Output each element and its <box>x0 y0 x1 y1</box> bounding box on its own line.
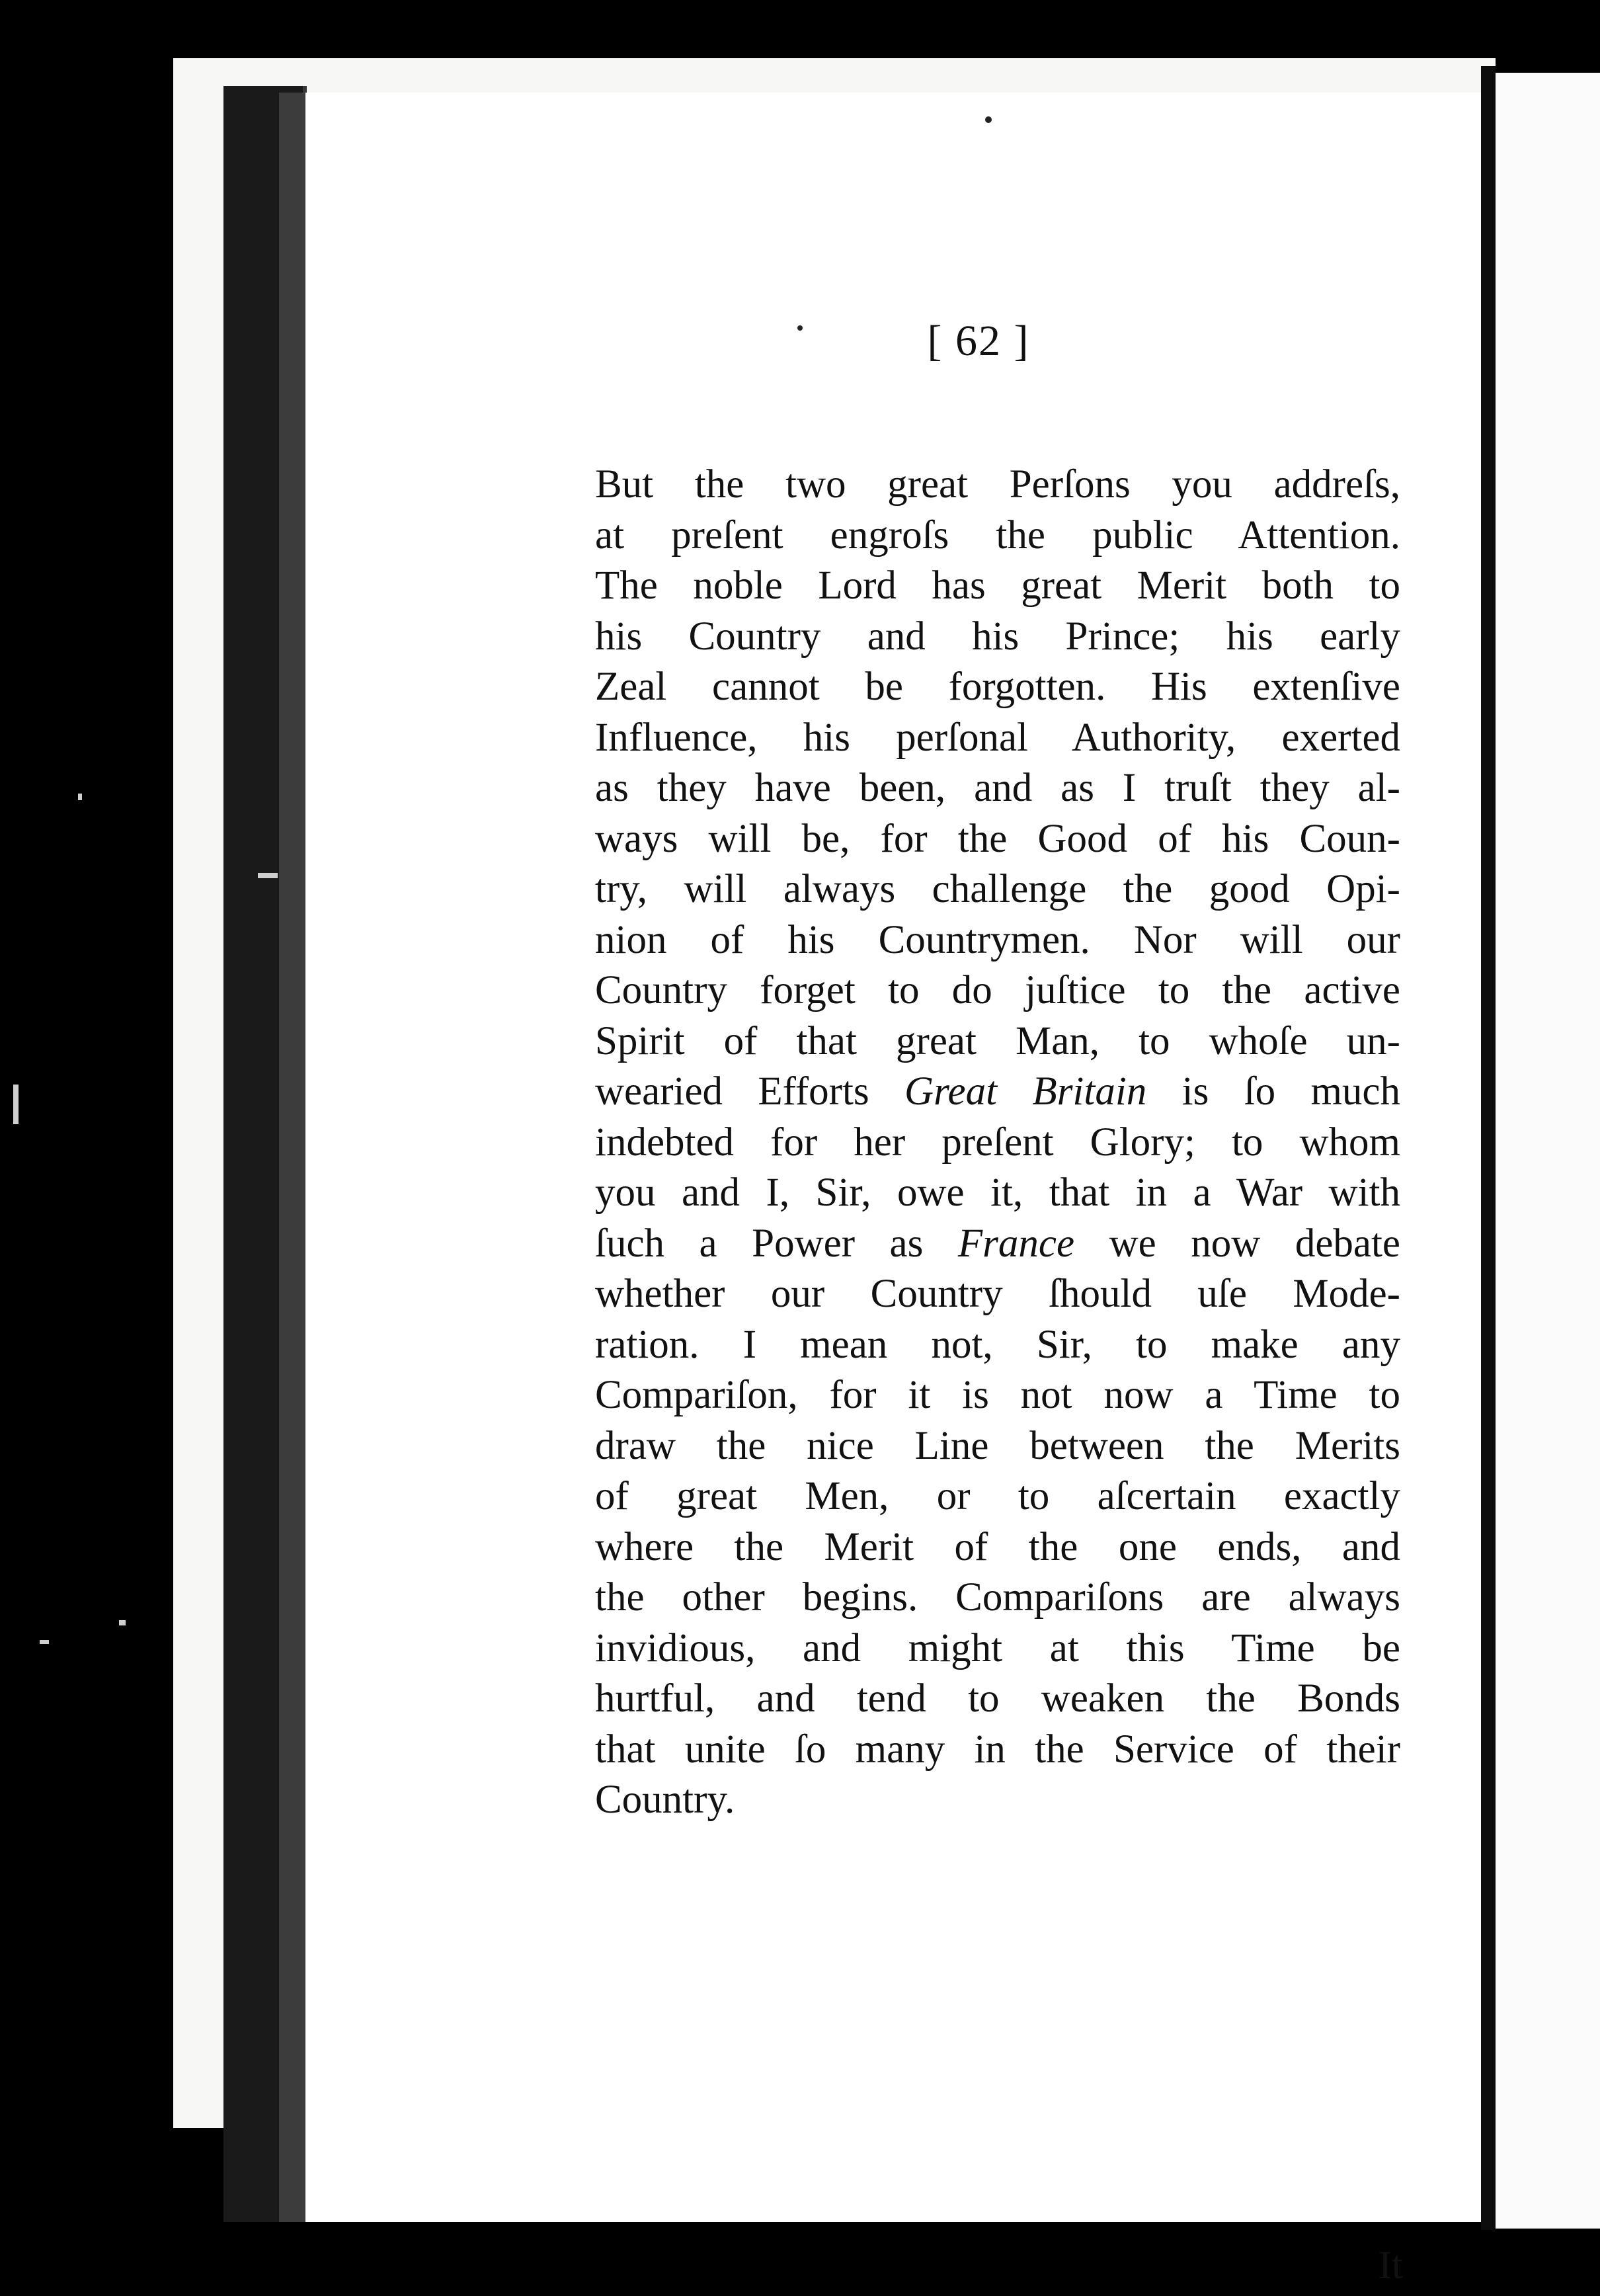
text-line: nion of his Countrymen. Nor will our <box>595 917 1400 962</box>
text-line: where the Merit of the one ends, and <box>595 1524 1400 1569</box>
speck <box>258 873 278 878</box>
text-line: The noble Lord has great Merit both to <box>595 563 1400 608</box>
text-line: Influence, his perſonal Authority, exerted <box>595 715 1400 760</box>
right-gutter <box>1481 66 1496 2230</box>
text-line: ways will be, for the Good of his Coun- <box>595 816 1400 861</box>
text-line: invidious, and might at this Time be <box>595 1625 1400 1670</box>
text-line: Country. <box>595 1778 735 1822</box>
text-line: Spirit of that great Man, to whoſe un- <box>595 1018 1400 1063</box>
margin-dot <box>797 325 803 331</box>
speck <box>13 1085 19 1124</box>
text-line: at preſent engroſs the public Attention. <box>595 512 1400 557</box>
margin-dot <box>985 116 992 123</box>
facing-page-edge <box>1496 73 1600 2229</box>
text-line: Zeal cannot be forgotten. His extenſive <box>595 665 1400 709</box>
spine-shadow <box>279 93 305 2222</box>
text-line: But the two great Perſons you addreſs, <box>595 462 1400 507</box>
catchword: It <box>1379 2243 1403 2287</box>
text-line: try, will always challenge the good Opi- <box>595 867 1400 911</box>
text-line: wearied Efforts Great Britain is ſo much <box>595 1069 1400 1114</box>
text-line: you and I, Sir, owe it, that in a War with <box>595 1170 1400 1215</box>
page-number: [ 62 ] <box>927 317 1030 365</box>
text-line: as they have been, and as I truſt they al- <box>595 766 1400 810</box>
speck <box>78 794 82 800</box>
text-line: that unite ſo many in the Service of their <box>595 1727 1400 1772</box>
text-line: ſuch a Power as France we now debate <box>595 1221 1401 1266</box>
text-line: indebted for her preſent Glory; to whom <box>595 1120 1400 1165</box>
text-line: his Country and his Prince; his early <box>595 614 1400 659</box>
text-line: of great Men, or to aſcertain exactly <box>595 1474 1400 1518</box>
italic-name: France <box>957 1221 1075 1266</box>
speck <box>40 1640 49 1644</box>
speck <box>119 1620 126 1625</box>
text-line: Compariſon, for it is not now a Time to <box>595 1373 1400 1417</box>
paragraph <box>595 460 1400 1826</box>
text-line: draw the nice Line between the Merits <box>595 1423 1400 1468</box>
text-line: whether our Country ſhould uſe Mode- <box>595 1272 1400 1316</box>
text-line: Country forget to do juſtice to the active <box>595 968 1400 1012</box>
text-line: hurtful, and tend to weaken the Bonds <box>595 1676 1400 1721</box>
text-line: ration. I mean not, Sir, to make any <box>595 1322 1400 1367</box>
text-line: the other begins. Compariſons are always <box>595 1575 1400 1620</box>
italic-name: Great Britain <box>904 1069 1147 1114</box>
